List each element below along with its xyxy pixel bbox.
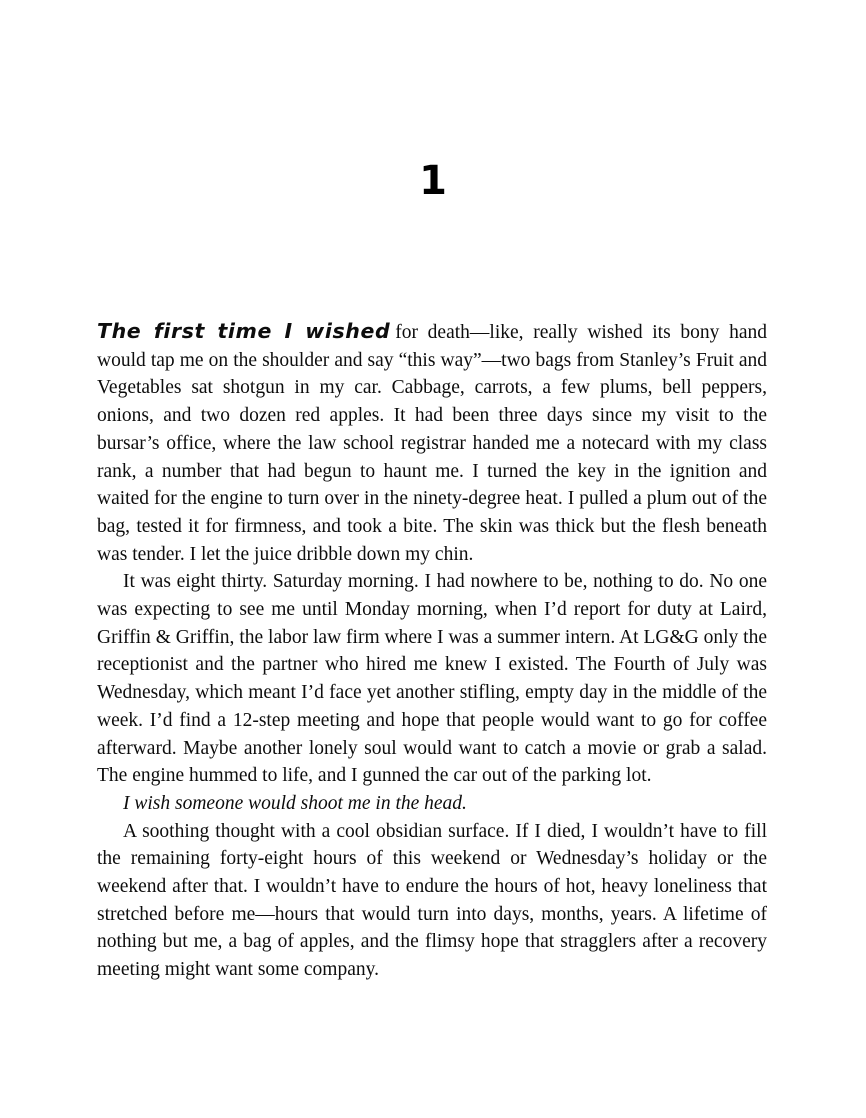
paragraph-opening [97, 318, 767, 568]
paragraph-text: It was eight thirty. Saturday morning. I had nowhere to be, nothing to do. No one was expecting to see me until Monday morning, when I’d report for duty at Laird, Griffin & Griffin, the labor law firm where I was a summer intern. At LG&G only the receptionist and the partner who hired me knew I existed. The Fourth of July was Wednesday, which meant I’d face yet another stifling, empty day in the middle of the week. I’d find a 12-step meeting and hope that people would want to go for coffee afterward. Maybe another lonely soul would want to catch a movie or grab a salad. The engine hummed to life, and I gunned the car out of the parking lot. [97, 571, 767, 787]
paragraph-italic-thought [97, 790, 767, 818]
chapter-body-text [97, 318, 767, 984]
chapter-number: 1 [419, 158, 447, 204]
paragraph-text: I wish someone would shoot me in the head. [123, 792, 467, 814]
paragraph-text: for death—like, really wished its bony hand would tap me on the shoulder and say “this way”—two bags from Stanley’s Fruit and Vegetables sat shotgun in my car. Cabbage, carrots, a few plums, bell peppers, onions, and two dozen red apples. It had been three days since my visit to the bursar’s office, where the law school registrar handed me a notecard with my class rank, a number that had begun to haunt me. I turned the key in the ignition and waited for the engine to turn over in the ninety-degree heat. I pulled a plum out of the bag, tested it for firmness, and took a bite. The skin was thick but the flesh beneath was tender. I let the juice dribble down my chin. [97, 322, 767, 565]
paragraph [97, 818, 767, 984]
opening-script-phrase: The first time I wished [97, 319, 391, 343]
paragraph [97, 568, 767, 790]
paragraph-text: A soothing thought with a cool obsidian surface. If I died, I wouldn’t have to fill the remaining forty-eight hours of this weekend or Wednesday’s holiday or the weekend after that. I wouldn’t have to endure the hours of hot, heavy loneliness that stretched before me—hours that would turn into days, months, years. A lifetime of nothing but me, a bag of apples, and the flimsy hope that stragglers after a recovery meeting might want some company. [97, 820, 767, 981]
